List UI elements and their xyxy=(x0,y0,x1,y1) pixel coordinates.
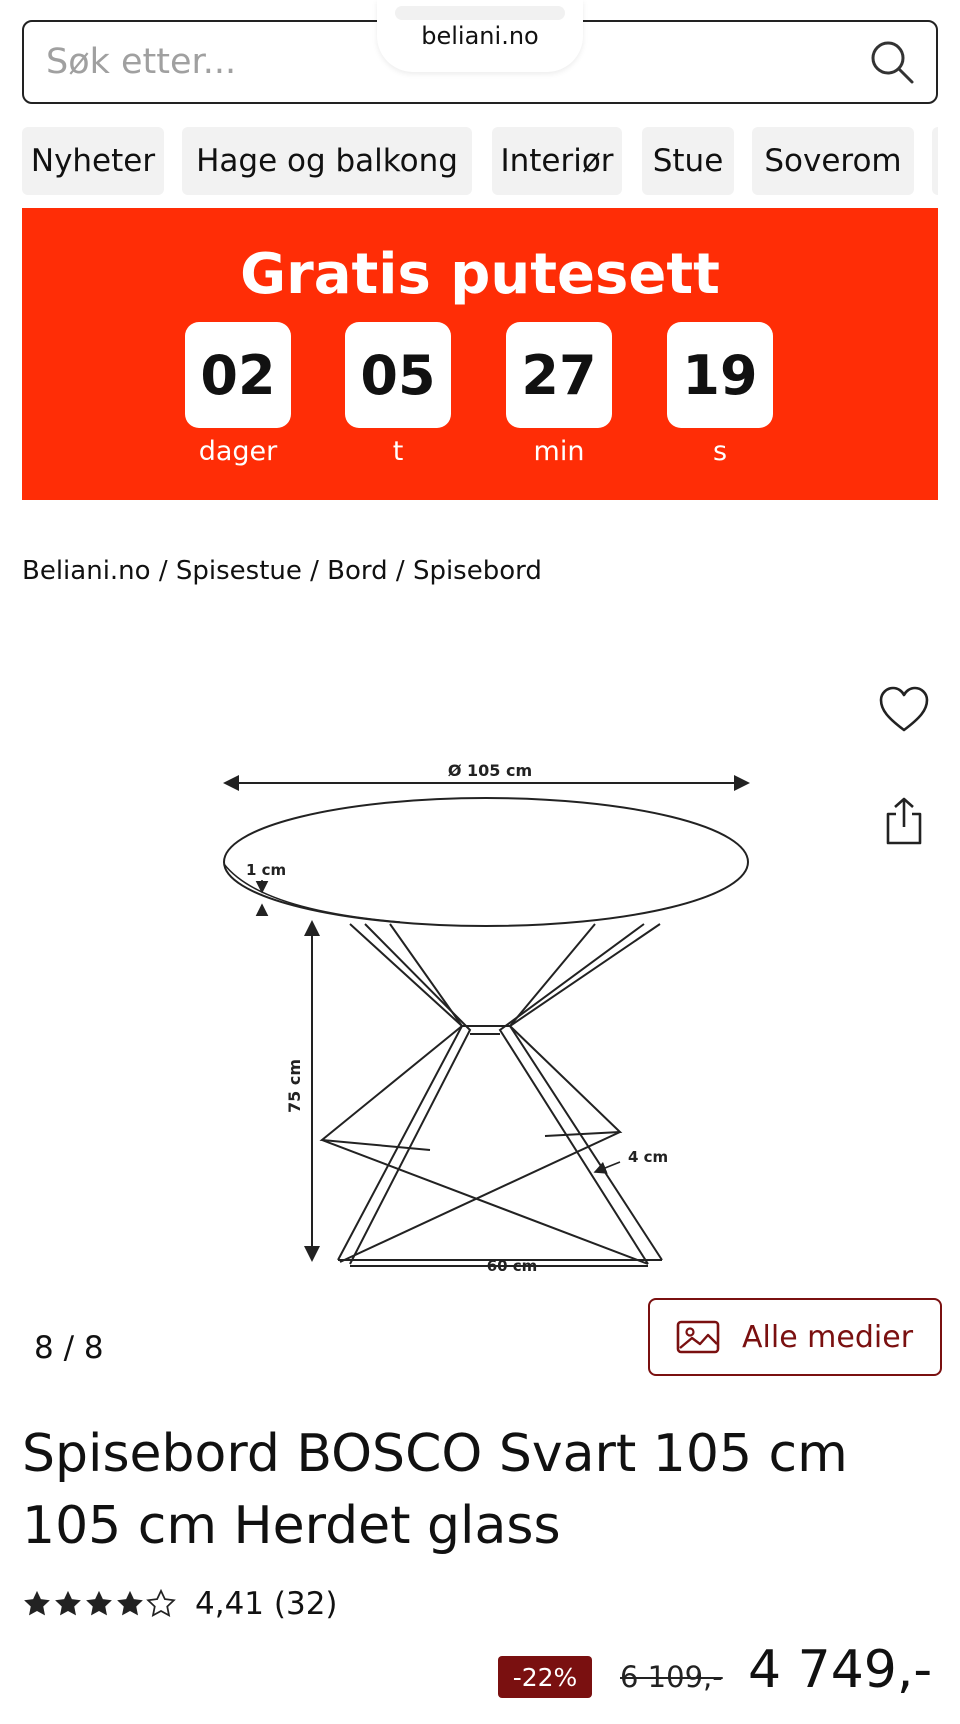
star-filled-icon xyxy=(22,1589,52,1619)
nav-item-more[interactable] xyxy=(932,127,938,195)
url-text: beliani.no xyxy=(421,22,539,50)
promo-banner[interactable] xyxy=(22,208,938,500)
share-icon[interactable] xyxy=(882,796,926,846)
breadcrumb-item-home[interactable]: Beliani.no xyxy=(22,556,151,586)
breadcrumb-item-spisestue[interactable]: Spisestue xyxy=(175,556,302,586)
star-filled-icon xyxy=(53,1589,83,1619)
star-empty-icon xyxy=(146,1589,176,1619)
dimension-thickness: 1 cm xyxy=(246,861,287,879)
all-media-label: Alle medier xyxy=(742,1319,914,1355)
product-title: Spisebord BOSCO Svart 105 cm 105 cm Herdet glass xyxy=(22,1424,848,1556)
nav-item-nyheter[interactable]: Nyheter xyxy=(22,127,164,195)
timer-hours-label: t xyxy=(392,436,404,467)
discount-badge: -22% xyxy=(498,1656,592,1698)
promo-title: Gratis putesett xyxy=(240,242,720,307)
timer-minutes-label: min xyxy=(533,436,585,467)
timer-seconds-label: s xyxy=(712,436,728,467)
breadcrumb xyxy=(22,556,542,586)
star-filled-icon xyxy=(84,1589,114,1619)
product-rating[interactable] xyxy=(22,1586,338,1622)
category-nav xyxy=(22,127,938,195)
breadcrumb-separator: / xyxy=(301,556,328,586)
breadcrumb-item-bord[interactable]: Bord xyxy=(327,556,388,586)
rating-text: 4,41 (32) xyxy=(195,1586,338,1622)
url-bar[interactable] xyxy=(377,0,583,72)
timer-minutes: 27 xyxy=(506,322,612,428)
timer-hours: 05 xyxy=(345,322,451,428)
timer-seconds: 19 xyxy=(667,322,773,428)
dimension-height: 75 cm xyxy=(285,1059,304,1113)
heart-icon[interactable] xyxy=(878,686,930,734)
dimension-diameter: Ø 105 cm xyxy=(447,761,533,780)
all-media-button[interactable] xyxy=(648,1298,942,1376)
timer-days-label: dager xyxy=(198,436,278,467)
old-price: 6 109,- xyxy=(620,1660,723,1694)
current-price: 4 749,- xyxy=(748,1640,933,1700)
gallery-counter: 8 / 8 xyxy=(34,1330,104,1366)
dimension-leg: 4 cm xyxy=(628,1148,669,1166)
dimension-base: 60 cm xyxy=(486,1257,538,1275)
breadcrumb-separator: / xyxy=(150,556,176,586)
search-icon[interactable] xyxy=(866,36,918,88)
nav-item-hage-og-balkong[interactable]: Hage og balkong xyxy=(182,127,472,195)
nav-item-stue[interactable]: Stue xyxy=(642,127,734,195)
timer-days: 02 xyxy=(185,322,291,428)
star-filled-icon xyxy=(115,1589,145,1619)
image-icon xyxy=(676,1320,720,1354)
product-image[interactable] xyxy=(200,740,760,1290)
nav-item-interior[interactable]: Interiør xyxy=(492,127,622,195)
breadcrumb-item-spisebord: Spisebord xyxy=(412,556,542,586)
nav-item-soverom[interactable]: Soverom xyxy=(752,127,914,195)
breadcrumb-separator: / xyxy=(387,556,413,586)
